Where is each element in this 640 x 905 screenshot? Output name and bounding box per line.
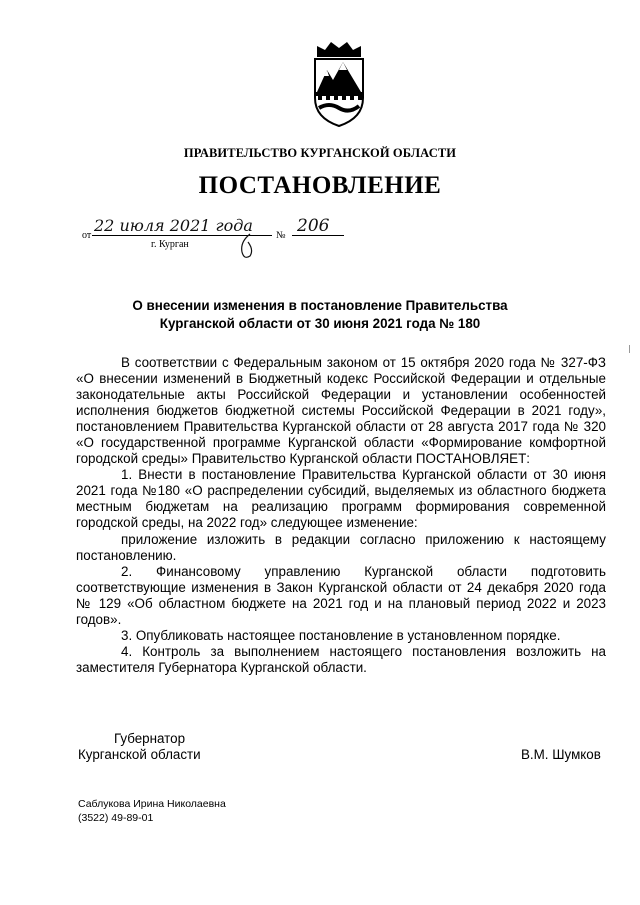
- signatory-position: [78, 731, 201, 763]
- item-4-paragraph: 4. Контроль за выполнением настоящего постановления возложить на заместителя Губернатора Курганской области.: [76, 643, 606, 675]
- document-body: [76, 355, 606, 676]
- coat-of-arms-emblem: [303, 40, 375, 128]
- position-line-2: Курганской области: [78, 747, 201, 762]
- number-underline: [292, 235, 344, 236]
- city-label: г. Курган: [151, 239, 189, 250]
- scan-margin-mark: [629, 345, 630, 353]
- signatory-name: В.М. Шумков: [521, 747, 601, 762]
- handwritten-number: 206: [297, 216, 330, 236]
- item-1-paragraph: 1. Внести в постановление Правительства Курганской области от 30 июня 2021 года №180 «О распределении субсидий, выделяемых из областного бюджета местным бюджетам на реализацию программ формирования современной городской среды, на 2022 год» следующее изменение:: [76, 467, 606, 531]
- executor-name: Саблукова Ирина Николаевна: [78, 798, 226, 810]
- preamble-paragraph: В соответствии с Федеральным законом от 15 октября 2020 года № 327-ФЗ «О внесении изменений в Бюджетный кодекс Российской Федерации и отдельные законодательные акты Российской Федерации и установлении особенностей исполнения бюджетов бюджетной системы Российской Федерации в 2021 году», постановлением Правительства Курганской области от 28 августа 2017 года № 320 «О государственной программе Курганской области «Формирование комфортной городской среды» Правительство Курганской области ПОСТАНОВЛЯЕТ:: [76, 355, 606, 467]
- item-3-paragraph: 3. Опубликовать настоящее постановление в установленном порядке.: [121, 627, 561, 643]
- organization-title: ПРАВИТЕЛЬСТВО КУРГАНСКОЙ ОБЛАСТИ: [183, 146, 457, 160]
- document-subject: [100, 297, 540, 333]
- document-type-title: ПОСТАНОВЛЕНИЕ: [198, 172, 442, 199]
- number-sign: №: [276, 230, 286, 241]
- subject-line-2: Курганской области от 30 июня 2021 года № 180: [159, 316, 481, 331]
- handwriting-flourish: [236, 232, 258, 262]
- executor-block: [78, 797, 226, 825]
- date-prefix: от: [82, 230, 92, 241]
- handwritten-date: 22 июля 2021 года: [94, 216, 253, 235]
- position-line-1: Губернатор: [114, 731, 186, 746]
- executor-phone: (3522) 49-89-01: [78, 812, 154, 824]
- item-2-paragraph: 2. Финансовому управлению Курганской области подготовить соответствующие изменения в Закон Курганской области от 24 декабря 2020 года № 129 «Об областном бюджете на 2021 год и на плановый период 2022 и 2023 годов».: [76, 563, 606, 627]
- subject-line-1: О внесении изменения в постановление Правительства: [132, 298, 508, 313]
- item-1-detail-paragraph: приложение изложить в редакции согласно приложению к настоящему постановлению.: [76, 531, 606, 563]
